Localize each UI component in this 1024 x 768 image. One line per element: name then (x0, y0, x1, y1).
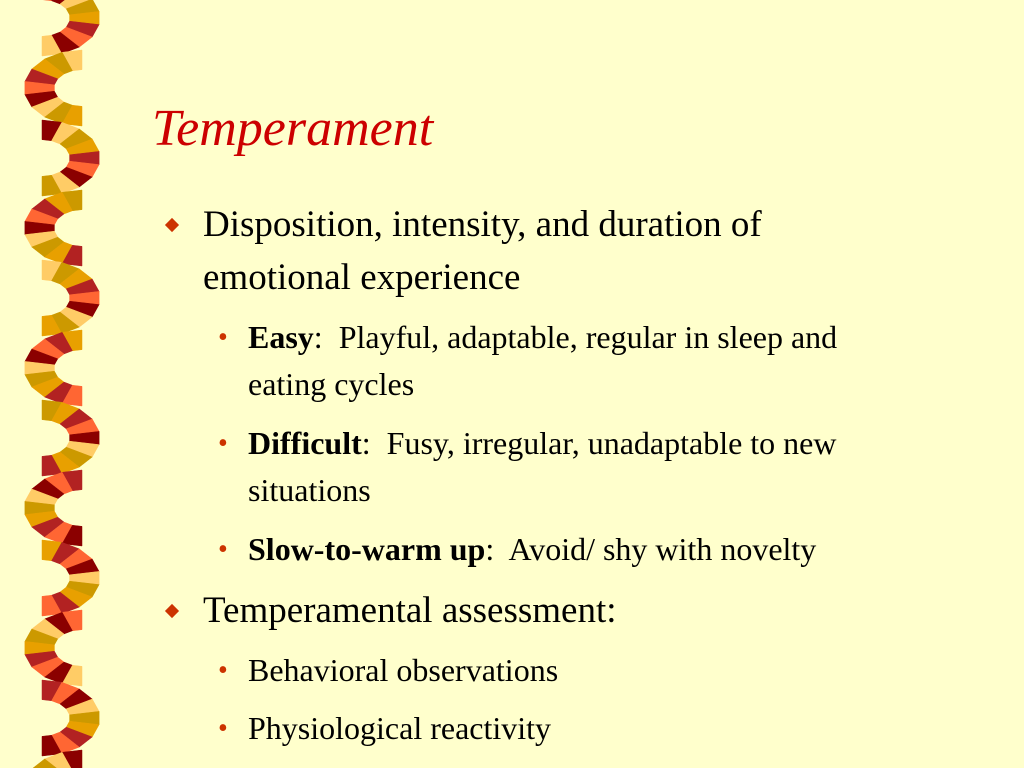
round-dot-bullet-icon: • (218, 534, 228, 565)
round-dot-bullet-icon: • (218, 428, 228, 459)
round-dot-bullet-icon: • (218, 322, 228, 353)
subbullet-text: Playful, adaptable, regular in sleep and (322, 319, 838, 355)
bullet-item (203, 584, 617, 637)
ribbon-arc (42, 680, 99, 756)
ribbon-arc (42, 260, 99, 336)
ribbon-arc (25, 470, 82, 546)
slide-title: Temperament (152, 100, 434, 157)
bullet-text-line: Temperamental assessment: (203, 590, 617, 631)
subbullet-text-line: situations (248, 472, 371, 508)
ribbon-arc (25, 330, 82, 406)
subbullet-separator: : (313, 319, 323, 355)
ribbon-arc (25, 50, 82, 126)
ribbon-arc (42, 0, 99, 56)
subbullet-item (218, 314, 838, 408)
subbullet-text-line: Physiological reactivity (248, 710, 552, 746)
subbullet-term: Slow-to-warm up (248, 531, 486, 567)
subbullet-term: Easy (248, 319, 314, 355)
ribbon-arc (42, 120, 99, 196)
subbullet-term: Difficult (248, 425, 362, 461)
subbullet-item (218, 420, 837, 514)
bullet-text-line: Disposition, intensity, and duration of (203, 204, 762, 245)
subbullet-text-line: Behavioral observations (248, 652, 559, 688)
subbullet-text: Fusy, irregular, unadaptable to new (370, 425, 837, 461)
ribbon-arc (25, 610, 82, 686)
diamond-bullet-icon (165, 604, 179, 618)
subbullet-text-line (248, 314, 837, 361)
subbullet-separator: : (485, 531, 495, 567)
diamond-bullet-icon (165, 218, 179, 232)
subbullet-text-line (248, 420, 836, 467)
ribbon-arc (25, 190, 82, 266)
subbullet-item (218, 647, 559, 694)
ribbon-arc (42, 540, 99, 616)
bullet-item (203, 198, 762, 304)
round-dot-bullet-icon: • (218, 713, 228, 744)
subbullet-separator: : (361, 425, 371, 461)
subbullet-item (218, 705, 552, 752)
subbullet-item (218, 526, 817, 573)
subbullet-text-line: eating cycles (248, 366, 415, 402)
twisted-ribbon-border (0, 0, 150, 768)
subbullet-text-line (248, 526, 816, 573)
round-dot-bullet-icon: • (218, 655, 228, 686)
bullet-text-line: emotional experience (203, 257, 521, 298)
subbullet-text: Avoid/ shy with novelty (494, 531, 817, 567)
ribbon-arc (42, 400, 99, 476)
